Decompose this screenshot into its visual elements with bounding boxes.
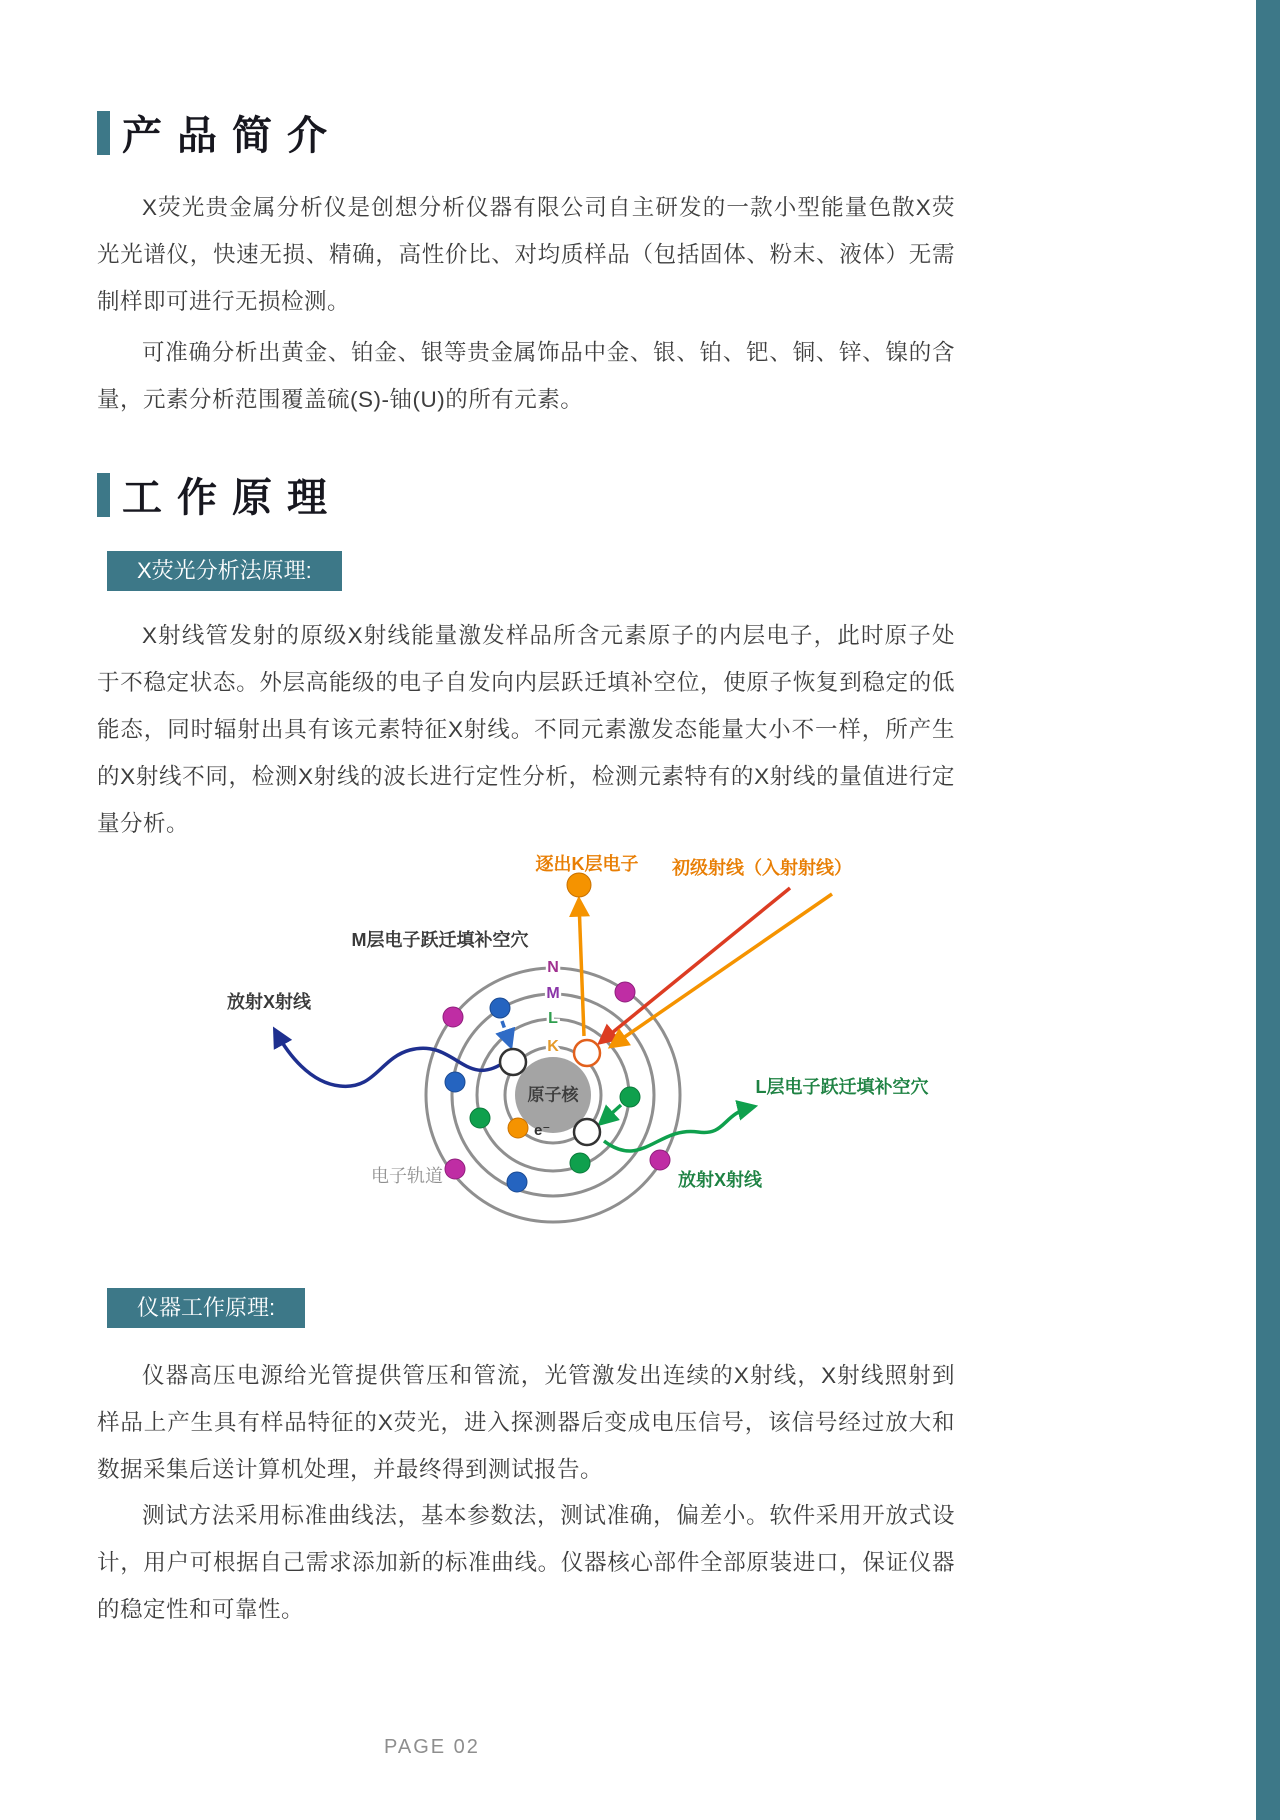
xrf-principle-paragraph: X射线管发射的原级X射线能量激发样品所含元素原子的内层电子，此时原子处于不稳定状态。外层高能级的电子自发向内层跃迁填补空位，使原子恢复到稳定的低能态，同时辐射出具有该元素特征X射线。不同元素激发态能量大小不一样，所产生的X射线不同，检测X射线的波长进行定性分析，检测元素特有的X射线的量值进行定量分析。 <box>97 623 955 836</box>
electron-k-shell <box>508 1118 528 1138</box>
m-transition-label: M层电子跃迁填补空穴 <box>351 930 529 950</box>
nucleus-label: 原子核 <box>527 1085 579 1105</box>
electron-l-shell <box>570 1153 590 1173</box>
instrument-paragraph-2: 测试方法采用标准曲线法，基本参数法，测试准确，偏差小。软件采用开放式设计，用户可根据自己需求添加新的标准曲线。仪器核心部件全部原装进口，保证仪器的稳定性和可靠性。 <box>97 1503 955 1622</box>
electron-symbol: e⁻ <box>534 1122 551 1139</box>
heading-accent-bar <box>97 111 110 155</box>
instrument-paragraph-1: 仪器高压电源给光管提供管压和管流，光管激发出连续的X射线，X射线照射到样品上产生具有样品特征的X荧光，进入探测器后变成电压信号，该信号经过放大和数据采集后送计算机处理，并最终得到测试报告。 <box>97 1363 955 1482</box>
l-to-k-transition-arrow <box>602 1105 621 1122</box>
incident-ray-arrow <box>613 894 832 1045</box>
intro-paragraph-1: X荧光贵金属分析仪是创想分析仪器有限公司自主研发的一款小型能量色散X荧光光谱仪，快速无损、精确，高性价比、对均质样品（包括固体、粉末、液体）无需制样即可进行无损检测。 <box>97 195 955 314</box>
electron-l-shell <box>620 1087 640 1107</box>
page-number: PAGE 02 <box>384 1736 480 1758</box>
shell-label-n: N <box>547 959 559 977</box>
shell-label-l: L <box>548 1010 558 1028</box>
electron-m-shell <box>445 1072 465 1092</box>
electron-l-shell <box>470 1108 490 1128</box>
instrument-principle-tag: 仪器工作原理: <box>107 1288 305 1328</box>
intro-paragraph-2: 可准确分析出黄金、铂金、银等贵金属饰品中金、银、铂、钯、铜、锌、镍的含量，元素分析范围覆盖硫(S)-铀(U)的所有元素。 <box>97 340 955 412</box>
emitted-xray-wave-left <box>276 1032 506 1086</box>
section-principle-heading <box>97 466 342 523</box>
vacancy-filled-from-m <box>500 1049 526 1075</box>
ejected-electron-label: 逐出K层电子 <box>535 854 639 874</box>
electron-n-shell <box>650 1150 670 1170</box>
page-title: 产品简介 <box>122 113 342 158</box>
ejected-electron <box>567 873 591 897</box>
primary-ray-label: 初级射线（入射射线） <box>672 858 852 878</box>
electron-m-shell <box>490 998 510 1018</box>
page-edge-accent-strip <box>1256 0 1280 1820</box>
shell-label-k: K <box>547 1038 559 1056</box>
section-title: 工作原理 <box>122 475 342 520</box>
section-intro-heading <box>97 104 342 161</box>
atom-diagram <box>210 848 980 1248</box>
electron-m-shell <box>507 1172 527 1192</box>
primary-ray-arrow <box>602 888 790 1041</box>
vacancy-k-shell <box>574 1040 600 1066</box>
electron-n-shell <box>443 1007 463 1027</box>
electron-n-shell <box>615 982 635 1002</box>
vacancy-filled-from-l <box>574 1119 600 1145</box>
shell-label-m: M <box>546 985 560 1003</box>
xrf-principle-tag: X荧光分析法原理: <box>107 551 342 591</box>
ejected-electron-arrow <box>579 902 584 1036</box>
emitted-xray-right-label: 放射X射线 <box>677 1170 763 1190</box>
electron-orbit-label: 电子轨道 <box>371 1166 443 1186</box>
electron-n-shell <box>445 1159 465 1179</box>
emitted-xray-left-label: 放射X射线 <box>226 992 312 1012</box>
heading-accent-bar <box>97 473 110 517</box>
l-transition-label: L层电子跃迁填补空穴 <box>755 1077 929 1097</box>
